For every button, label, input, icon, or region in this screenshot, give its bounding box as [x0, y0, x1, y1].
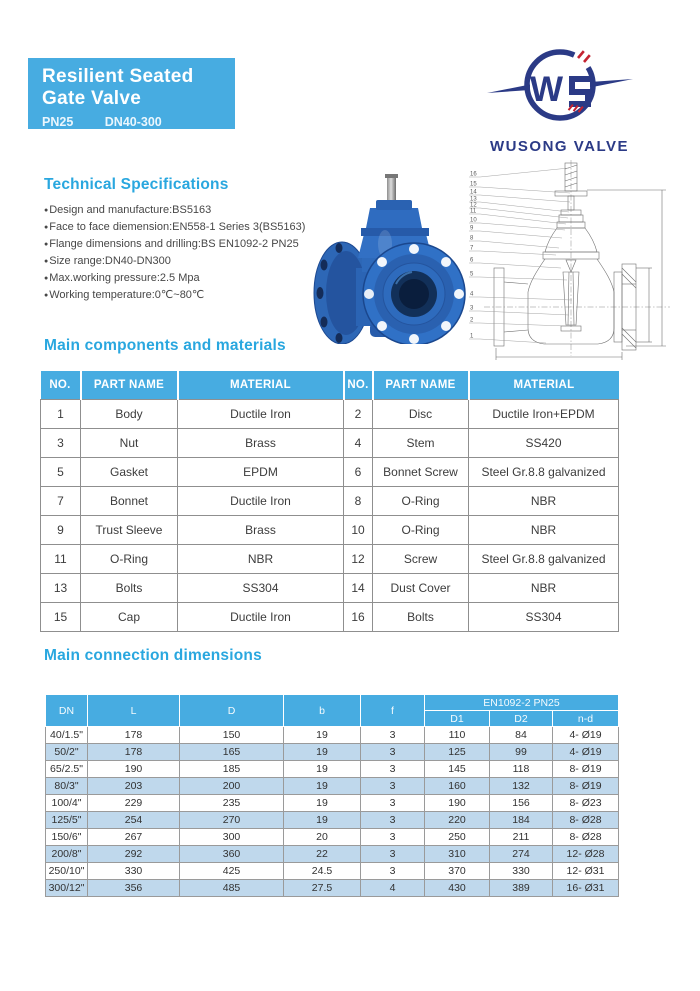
table-cell: 165 — [180, 744, 284, 761]
column-group-header: EN1092-2 PN25 — [425, 695, 619, 711]
table-cell: 7 — [41, 487, 81, 516]
table-cell: Dust Cover — [373, 574, 469, 603]
table-row — [41, 603, 619, 632]
table-cell: 235 — [180, 795, 284, 812]
table-cell: 118 — [490, 761, 553, 778]
table-cell: 250 — [425, 829, 490, 846]
column-header-d2: D2 — [490, 711, 553, 727]
spec-item: ● Design and manufacture:BS5163 — [44, 202, 319, 219]
drawing-callout-number: 10 — [470, 217, 477, 224]
table-cell: 300 — [180, 829, 284, 846]
table-row — [46, 829, 619, 846]
table-cell: O-Ring — [373, 516, 469, 545]
table-cell: 150 — [180, 727, 284, 744]
table-cell: 40/1.5" — [46, 727, 88, 744]
table-row — [46, 812, 619, 829]
table-cell: 330 — [88, 863, 180, 880]
components-table — [40, 371, 619, 632]
table-cell: 3 — [361, 778, 425, 795]
table-cell: 292 — [88, 846, 180, 863]
table-cell: 4- Ø19 — [553, 727, 619, 744]
table-cell: 4 — [361, 880, 425, 897]
table-cell: 1 — [41, 400, 81, 429]
column-header: MATERIAL — [178, 371, 344, 400]
column-header: NO. — [41, 371, 81, 400]
spec-item: ● Max.working pressure:2.5 Mpa — [44, 270, 319, 287]
table-cell: 24.5 — [284, 863, 361, 880]
table-cell: 3 — [41, 429, 81, 458]
table-cell: 267 — [88, 829, 180, 846]
table-cell: 184 — [490, 812, 553, 829]
table-cell: Bolts — [81, 574, 178, 603]
table-cell: 178 — [88, 744, 180, 761]
table-row — [46, 744, 619, 761]
table-cell: NBR — [469, 574, 619, 603]
spec-item: ● Size range:DN40-DN300 — [44, 253, 319, 270]
spec-item: ● Face to face diemension:EN558-1 Series 3(BS5163) — [44, 219, 319, 236]
table-cell: 156 — [490, 795, 553, 812]
table-cell: 99 — [490, 744, 553, 761]
column-header-nd: n-d — [553, 711, 619, 727]
table-cell: 110 — [425, 727, 490, 744]
column-header-l: L — [88, 695, 180, 727]
table-cell: 270 — [180, 812, 284, 829]
drawing-dimension-lines — [496, 190, 666, 360]
components-heading: Main components and materials — [44, 337, 286, 354]
table-cell: Body — [81, 400, 178, 429]
table-cell: 360 — [180, 846, 284, 863]
dimensions-table — [45, 694, 619, 897]
drawing-callouts — [469, 168, 572, 343]
table-cell: 8- Ø28 — [553, 829, 619, 846]
table-cell: 3 — [361, 812, 425, 829]
table-cell: 19 — [284, 744, 361, 761]
table-cell: 300/12" — [46, 880, 88, 897]
table-cell: 13 — [41, 574, 81, 603]
dimensions-header-row-1 — [46, 695, 619, 711]
table-cell: Cap — [81, 603, 178, 632]
table-cell: 178 — [88, 727, 180, 744]
table-cell: 430 — [425, 880, 490, 897]
table-cell: 211 — [490, 829, 553, 846]
drawing-callout-number: 15 — [470, 181, 477, 188]
spec-item: ● Flange dimensions and drilling:BS EN1092-2 PN25 — [44, 236, 319, 253]
valve-drawing — [466, 160, 684, 367]
table-cell: 19 — [284, 727, 361, 744]
table-cell: 190 — [425, 795, 490, 812]
drawing-callout-number: 5 — [470, 271, 474, 278]
table-row — [41, 487, 619, 516]
table-cell: 50/2" — [46, 744, 88, 761]
table-row — [41, 429, 619, 458]
brand-logo-icon — [485, 40, 635, 132]
table-cell: 6 — [344, 458, 373, 487]
spec-list — [44, 202, 319, 304]
table-cell: 425 — [180, 863, 284, 880]
table-cell: NBR — [469, 516, 619, 545]
page-title-line1: Resilient Seated — [42, 66, 194, 87]
table-cell: 330 — [490, 863, 553, 880]
table-cell: 84 — [490, 727, 553, 744]
brand-name: WUSONG VALVE — [489, 138, 630, 155]
table-cell: 132 — [490, 778, 553, 795]
table-cell: 3 — [361, 846, 425, 863]
table-cell: 8 — [344, 487, 373, 516]
table-cell: 370 — [425, 863, 490, 880]
drawing-callout-number: 1 — [470, 333, 474, 340]
table-cell: 250/10" — [46, 863, 88, 880]
column-header-d: D — [180, 695, 284, 727]
table-cell: 14 — [344, 574, 373, 603]
table-cell: 254 — [88, 812, 180, 829]
table-cell: 19 — [284, 761, 361, 778]
table-cell: 125 — [425, 744, 490, 761]
table-row — [46, 846, 619, 863]
table-cell: 19 — [284, 795, 361, 812]
table-cell: 389 — [490, 880, 553, 897]
table-cell: 485 — [180, 880, 284, 897]
drawing-callout-number: 4 — [470, 291, 474, 298]
table-cell: 27.5 — [284, 880, 361, 897]
table-cell: NBR — [178, 545, 344, 574]
table-cell: 3 — [361, 863, 425, 880]
table-cell: 20 — [284, 829, 361, 846]
table-cell: Ductile Iron — [178, 487, 344, 516]
table-cell: 8- Ø23 — [553, 795, 619, 812]
table-cell: Bonnet — [81, 487, 178, 516]
table-cell: 3 — [361, 795, 425, 812]
column-header-dn: DN — [46, 695, 88, 727]
column-header: PART NAME — [373, 371, 469, 400]
table-cell: 310 — [425, 846, 490, 863]
table-cell: 3 — [361, 727, 425, 744]
components-header-row — [41, 371, 619, 400]
drawing-callout-number: 13 — [470, 196, 477, 203]
table-cell: 203 — [88, 778, 180, 795]
table-cell: 80/3" — [46, 778, 88, 795]
title-block — [28, 58, 235, 129]
table-cell: SS304 — [178, 574, 344, 603]
drawing-valve-outline — [494, 163, 636, 350]
rating-subtitle — [42, 115, 235, 129]
drawing-callout-number: 8 — [470, 235, 474, 242]
table-cell: O-Ring — [81, 545, 178, 574]
table-cell: 15 — [41, 603, 81, 632]
column-header: MATERIAL — [469, 371, 619, 400]
column-header-d1: D1 — [425, 711, 490, 727]
table-cell: 9 — [41, 516, 81, 545]
table-row — [41, 458, 619, 487]
table-cell: 19 — [284, 812, 361, 829]
table-row — [41, 400, 619, 429]
table-cell: NBR — [469, 487, 619, 516]
table-cell: 125/5" — [46, 812, 88, 829]
table-cell: 356 — [88, 880, 180, 897]
table-cell: 3 — [361, 761, 425, 778]
column-header: NO. — [344, 371, 373, 400]
drawing-callout-number: 3 — [470, 305, 474, 312]
table-row — [46, 863, 619, 880]
pn-rating: PN25 — [42, 115, 74, 129]
table-cell: Gasket — [81, 458, 178, 487]
table-cell: 3 — [361, 829, 425, 846]
table-cell: Bonnet Screw — [373, 458, 469, 487]
column-header-b: b — [284, 695, 361, 727]
table-cell: 5 — [41, 458, 81, 487]
table-cell: Nut — [81, 429, 178, 458]
valve-front-flange — [363, 243, 465, 344]
table-cell: 220 — [425, 812, 490, 829]
table-row — [46, 778, 619, 795]
table-cell: Ductile Iron — [178, 400, 344, 429]
table-cell: Brass — [178, 429, 344, 458]
dimensions-heading: Main connection dimensions — [44, 647, 262, 664]
table-cell: 200 — [180, 778, 284, 795]
drawing-callout-number: 7 — [470, 245, 474, 252]
svg-text:W: W — [529, 70, 563, 109]
table-cell: Stem — [373, 429, 469, 458]
drawing-callout-number: 9 — [470, 225, 474, 232]
table-cell: 150/6" — [46, 829, 88, 846]
drawing-callout-number: 14 — [470, 189, 477, 196]
table-cell: Trust Sleeve — [81, 516, 178, 545]
table-row — [41, 574, 619, 603]
column-header: PART NAME — [81, 371, 178, 400]
table-cell: 4- Ø19 — [553, 744, 619, 761]
table-cell: 3 — [361, 744, 425, 761]
table-cell: Steel Gr.8.8 galvanized — [469, 545, 619, 574]
drawing-callout-number: 11 — [470, 208, 477, 215]
table-cell: 65/2.5" — [46, 761, 88, 778]
page-title-line2: Gate Valve — [42, 88, 142, 109]
table-row — [41, 516, 619, 545]
table-row — [46, 761, 619, 778]
table-cell: SS420 — [469, 429, 619, 458]
table-cell: SS304 — [469, 603, 619, 632]
table-cell: 11 — [41, 545, 81, 574]
table-cell: 100/4" — [46, 795, 88, 812]
table-cell: 145 — [425, 761, 490, 778]
table-cell: 12- Ø28 — [553, 846, 619, 863]
brand-logo — [472, 40, 647, 155]
table-cell: 8- Ø28 — [553, 812, 619, 829]
table-cell: Bolts — [373, 603, 469, 632]
table-cell: 22 — [284, 846, 361, 863]
table-cell: Screw — [373, 545, 469, 574]
table-cell: Brass — [178, 516, 344, 545]
table-cell: 12 — [344, 545, 373, 574]
drawing-callout-number: 6 — [470, 257, 474, 264]
table-cell: 16- Ø31 — [553, 880, 619, 897]
table-cell: Steel Gr.8.8 galvanized — [469, 458, 619, 487]
table-cell: Disc — [373, 400, 469, 429]
drawing-callout-number: 16 — [470, 171, 477, 178]
drawing-callout-number: 2 — [470, 317, 474, 324]
table-cell: 229 — [88, 795, 180, 812]
table-cell: 160 — [425, 778, 490, 795]
drawing-callout-number: 12 — [470, 202, 477, 209]
valve-stem — [387, 174, 396, 202]
table-cell: Ductile Iron+EPDM — [469, 400, 619, 429]
table-cell: 274 — [490, 846, 553, 863]
table-cell: 12- Ø31 — [553, 863, 619, 880]
tech-specs-heading: Technical Specifications — [44, 176, 229, 193]
table-cell: 4 — [344, 429, 373, 458]
table-cell: O-Ring — [373, 487, 469, 516]
table-cell: Ductile Iron — [178, 603, 344, 632]
table-cell: 8- Ø19 — [553, 761, 619, 778]
table-cell: 2 — [344, 400, 373, 429]
column-header-f: f — [361, 695, 425, 727]
table-cell: 8- Ø19 — [553, 778, 619, 795]
table-row — [46, 795, 619, 812]
table-cell: 10 — [344, 516, 373, 545]
table-cell: 16 — [344, 603, 373, 632]
table-cell: 185 — [180, 761, 284, 778]
table-cell: 19 — [284, 778, 361, 795]
table-row — [46, 880, 619, 897]
table-cell: EPDM — [178, 458, 344, 487]
table-row — [41, 545, 619, 574]
table-row — [46, 727, 619, 744]
dn-range: DN40-300 — [104, 115, 162, 129]
valve-photo — [312, 172, 477, 344]
table-cell: 190 — [88, 761, 180, 778]
spec-item: ● Working temperature:0℃~80℃ — [44, 287, 319, 304]
table-cell: 200/8" — [46, 846, 88, 863]
